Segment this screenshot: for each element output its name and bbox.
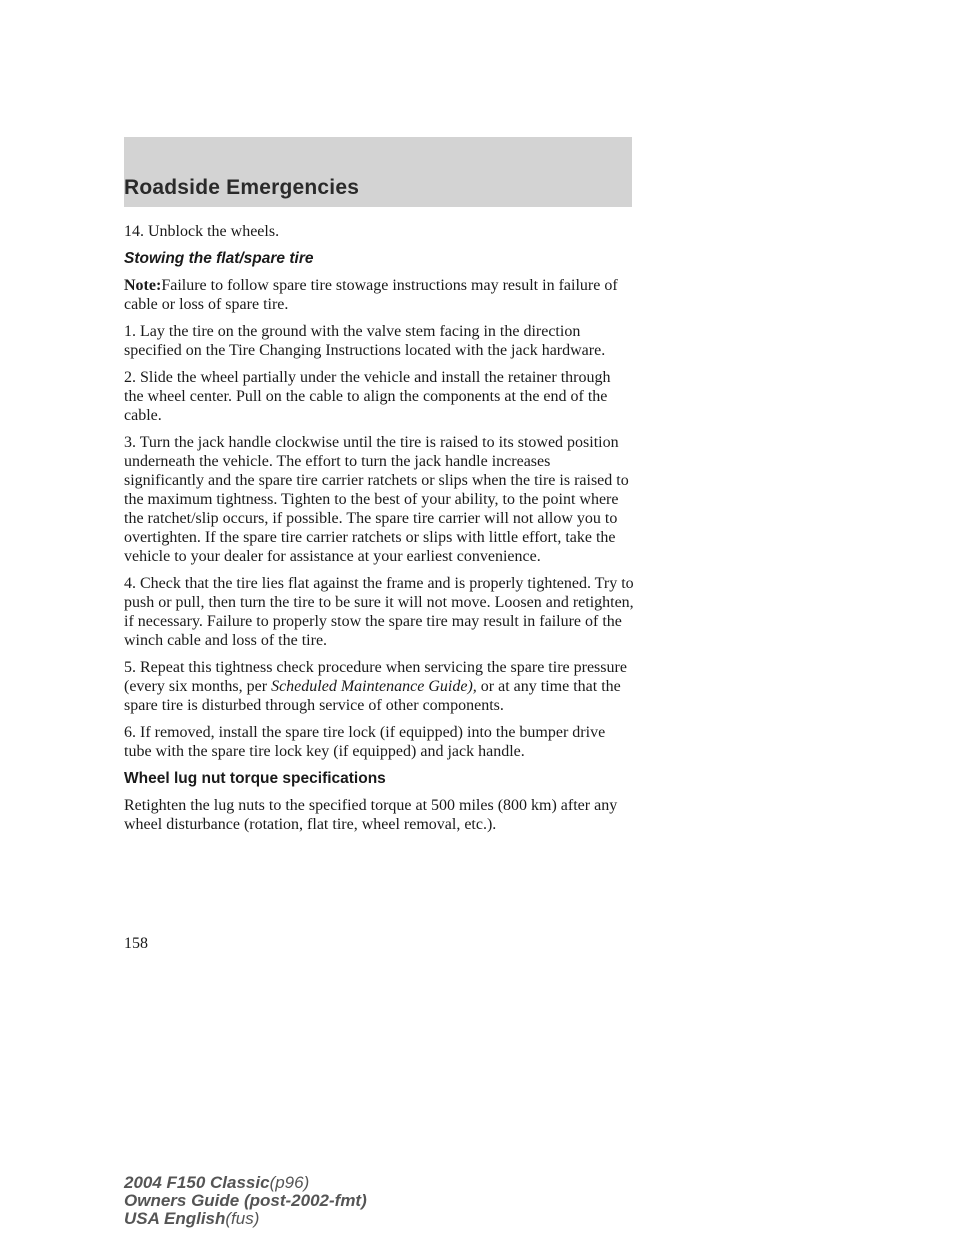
footer-model: 2004 F150 Classic <box>124 1173 270 1192</box>
page-number: 158 <box>124 935 148 952</box>
footer-model-code: (p96) <box>269 1173 310 1192</box>
step-3: 3. Turn the jack handle clockwise until the tire is raised to its stowed position underneath the vehicle. The effort to turn the jack handle increases significantly and the spare tire carrier ratchets or slips when the tire is raised to the maximum tightness. Tighten to the best of your ability, to the point where the ratchet/slip occurs, if possible. The spare tire carrier will not allow you to overtighten. If the spare tire carrier ratchets or slips with little effort, take the vehicle to your dealer for assistance at your earliest convenience. <box>124 434 629 565</box>
note-paragraph <box>124 276 634 314</box>
footer-language: USA English <box>124 1209 226 1228</box>
step-5-text-end: or at any time that the spare tire is disturbed through service of other components. <box>124 678 621 714</box>
stowing-heading: Stowing the flat/spare tire <box>124 250 314 267</box>
step-1: 1. Lay the tire on the ground with the valve stem facing in the direction specified on the Tire Changing Instructions located with the jack hardware. <box>124 323 606 359</box>
footer-line-1 <box>124 1174 367 1192</box>
footer-line-2: Owners Guide (post-2002-fmt) <box>124 1191 367 1210</box>
step-5 <box>124 658 634 715</box>
torque-paragraph: Retighten the lug nuts to the specified torque at 500 miles (800 km) after any wheel disturbance (rotation, flat tire, wheel removal, etc.). <box>124 797 618 833</box>
step-2: 2. Slide the wheel partially under the vehicle and install the retainer through the wheel center. Pull on the cable to align the components at the end of the cable. <box>124 369 611 424</box>
step-14: 14. Unblock the wheels. <box>124 223 280 240</box>
torque-heading: Wheel lug nut torque specifications <box>124 770 386 787</box>
step-4: 4. Check that the tire lies flat against the frame and is properly tightened. Try to push or pull, then turn the tire to be sure it will not move. Loosen and retighten, if necessary. Failure to properly stow the spare tire may result in failure of the winch cable and loss of the tire. <box>124 575 634 649</box>
document-footer <box>124 1174 367 1228</box>
step-6: 6. If removed, install the spare tire lock (if equipped) into the bumper drive tube with the spare tire lock key (if equipped) and jack handle. <box>124 724 606 760</box>
maintenance-guide-reference: Scheduled Maintenance Guide), <box>271 678 477 695</box>
section-title: Roadside Emergencies <box>124 176 360 199</box>
step-5-text: 5. Repeat this tightness check procedure when servicing the spare tire pressure (every six months, per <box>124 659 627 695</box>
footer-language-code: (fus) <box>225 1209 260 1228</box>
footer-line-3 <box>124 1210 367 1228</box>
note-label: Note: <box>124 277 162 294</box>
note-text: Failure to follow spare tire stowage instructions may result in failure of cable or loss of spare tire. <box>124 277 618 313</box>
page-content <box>124 222 634 842</box>
